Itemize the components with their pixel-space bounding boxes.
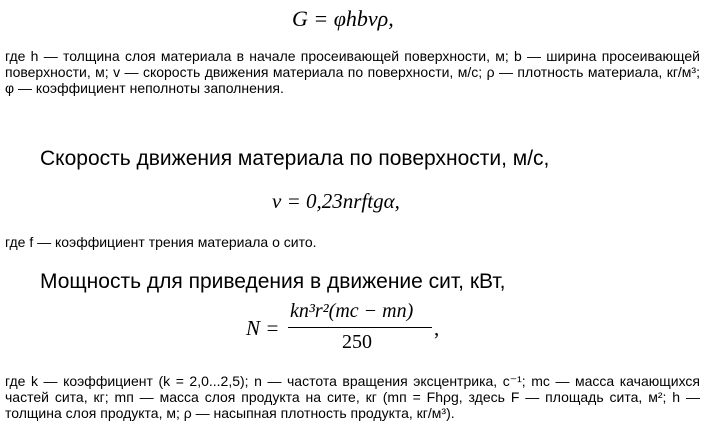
heading-power: Мощность для приведения в движение сит, кВт, xyxy=(40,270,506,293)
paragraph-friction: где f — коэффициент трения материала о сито. xyxy=(5,234,317,250)
fraction-bar xyxy=(288,327,432,328)
formula-n-lhs: N = xyxy=(246,316,280,340)
formula-g: G = φhbvρ, xyxy=(292,6,394,31)
formula-n-numerator: kn³r²(mс − mп) xyxy=(290,300,414,322)
heading-speed: Скорость движения материала по поверхности, м/с, xyxy=(40,147,550,170)
paragraph-definitions-2: где k — коэффициент (k = 2,0...2,5); n — частота вращения эксцентрика, с⁻¹; mс — масса качающихся частей сита, кг; mп — масса слоя продукта на сите, кг (mп = Fhρg, здесь F — площадь сита, м²; h — толщина слоя продукта, м; ρ — насыпная плотность продукта, кг/м³). xyxy=(5,373,700,421)
formula-v: v = 0,23nrftgα, xyxy=(272,189,400,213)
formula-n-tail: , xyxy=(434,316,440,340)
paragraph-definitions-1: где h — толщина слоя материала в начале просеивающей поверхности, м; b — ширина просеивающей поверхности, м; v — скорость движения материала по поверхности, м/с; ρ — плотность материала, кг/м³; φ — коэффициент неполноты заполнения. xyxy=(5,48,700,96)
formula-n-denominator: 250 xyxy=(342,331,372,353)
